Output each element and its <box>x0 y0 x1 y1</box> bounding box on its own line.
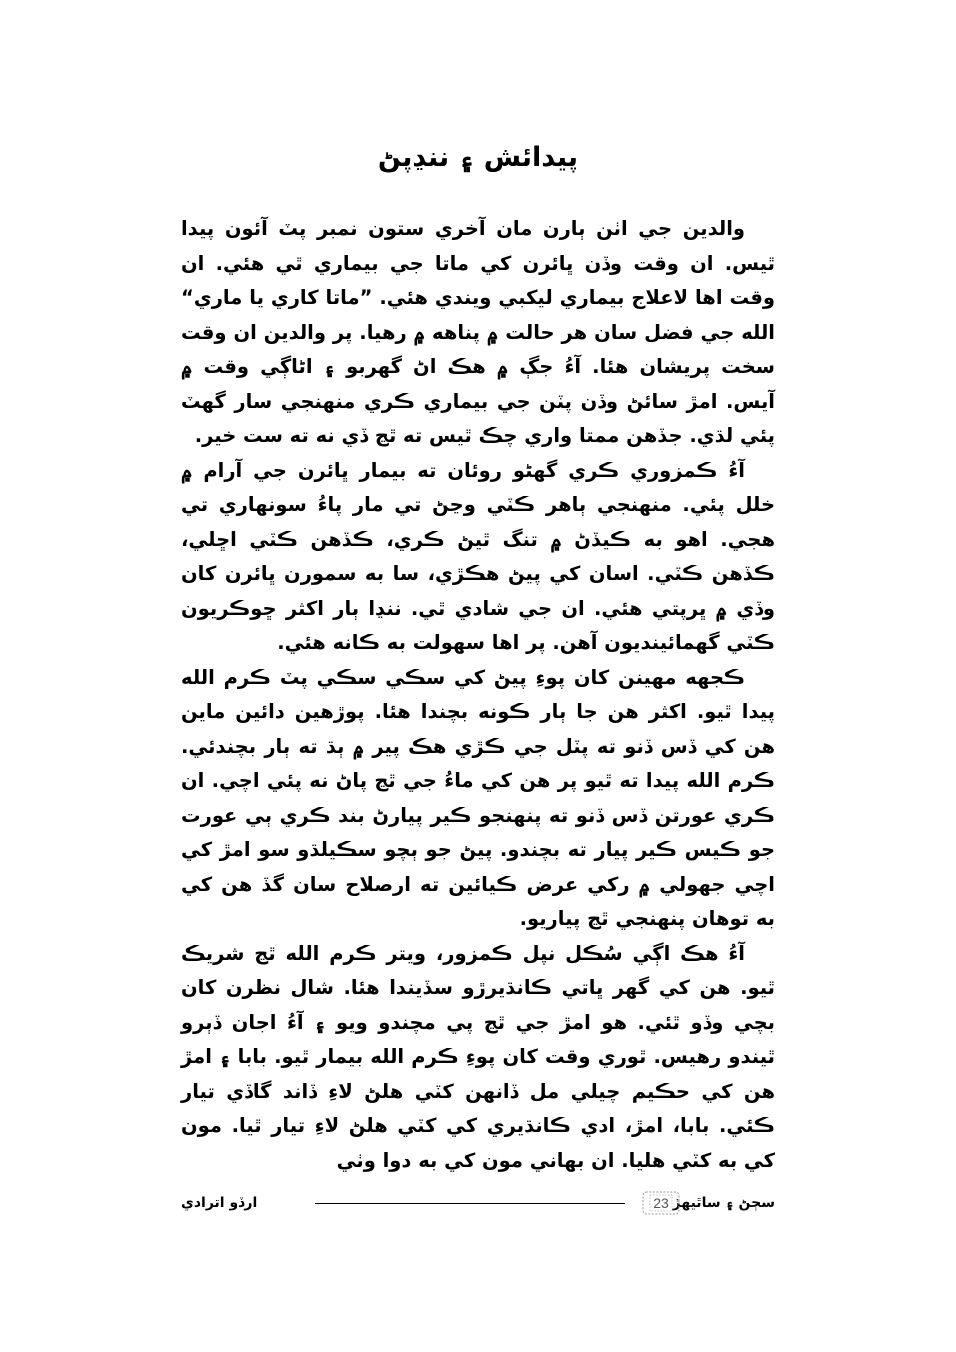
paragraph-1: والدين جي اٺن ٻارن مان آخري ستون نمبر پٽ آئون پيدا ٿيس. ان وقت وڏن ڀائرن کي ماتا جي بيماري ٿي هئي. ان وقت اها لاعلاج بيماري ليکبي ويندي هئي. ”ماتا کاري يا ماري“ الله جي فضل سان هر حالت ۾ پناهه ۾ رهيا. پر والدين ان وقت سخت پريشان هئا. آءُ جڳ ۾ هڪ اڻ گهربو ۽ اڻاڳي وقت ۾ آيس. امڙ سائڻ وڏن پٽن جي بيماري ڪري منهنجي سار گهٽ پئي لڌي. جڏهن ممتا واري چڪ ٿيس ته ٿڃ ڏي نه ته ست خير. <box>181 217 775 447</box>
body-text <box>181 212 775 1178</box>
page-footer <box>181 1188 775 1222</box>
paragraph-3: ڪجهه مهينن کان پوءِ پيڻ کي سڪي سڪي پٽ ڪرم الله پيدا ٿيو. اکثر هن جا ٻار ڪونه بچندا هئا. پوڙهين دائين ماين هن کي ڏس ڏنو ته پٽل جي ڪڙي هڪ پير ۾ ٻڌ ته ٻار بچندئي. ڪرم الله پيدا ته ٿيو پر هن کي ماءُ جي ٿڃ پاڻ نه پئي اچي. ان ڪري عورتن ڏس ڏنو ته پنهنجو ڪير پيارڻ بند ڪري ٻي عورت جو ڪيس ڪير پيار ته بچندو. پيڻ جو ٻچو سڪيلڌو سو امڙ کي اچي جهولي ۾ رکي عرض ڪيائين ته ارصلاح سان گڏ هن کي به توهان پنهنجي ٿڃ پياريو. <box>181 665 775 930</box>
page-number: 23 <box>653 1195 669 1211</box>
paragraph-4: آءُ هڪ اڳي سُڪل نپل ڪمزور، ويتر ڪرم الله ٿڃ شريڪ ٿيو. هن کي گهر ڀاتي ڪانڌيرڙو سڏيندا هئا. شال نظرن کان بچي وڏو ٿئي. هو امڙ جي ٿڃ پي مچندو ويو ۽ آءُ اجان ڏٻرو ٿيندو رهيس. ٿوري وقت کان پوءِ ڪرم الله بيمار ٿيو. بابا ۽ امڙ هن کي حڪيم چيلي مل ڏانهن کٽي هلڻ لاءِ ڏاند گاڏي تيار ڪئي. بابا، امڙ، ادي ڪانڌيري کي کٽي هلڻ لاءِ تيار ٿيا. مون کي به کٽي هليا. ان بهاني مون کي به دوا وٺي <box>181 941 775 1172</box>
footer-section-title: ارڏو اترادي <box>181 1195 258 1211</box>
footer-divider <box>315 1203 625 1204</box>
chapter-title: پيدائش ۽ ننڍپڻ <box>377 142 579 173</box>
footer-book-title: سڄڻ ۽ ساٿيهڙ <box>672 1195 775 1211</box>
paragraph-2: آءُ ڪمزوري ڪري گهڻو روئان ته بيمار ڀائرن جي آرام ۾ خلل پئي. منهنجي ٻاهر ڪٽي وڃڻ تي مار پاءُ سونهاري تي هجي. اهو به ڪيڏڻ ۾ تنگ ٿيڻ ڪري، ڪڏهن ڪٽي اڇلي، ڪڏهن ڪٽي. اسان کي پيڻ هڪڙي، سا به سمورن ڀائرن کان وڏي ۾ ڀرپتي هئي. ان جي شادي ٿي. ننڍا ٻار اکثر ڇوڪريون ڪٽي گهمائينديون آهن. پر اها سهولت به ڪانه هئي. <box>181 458 775 654</box>
page-number-badge <box>641 1188 681 1218</box>
